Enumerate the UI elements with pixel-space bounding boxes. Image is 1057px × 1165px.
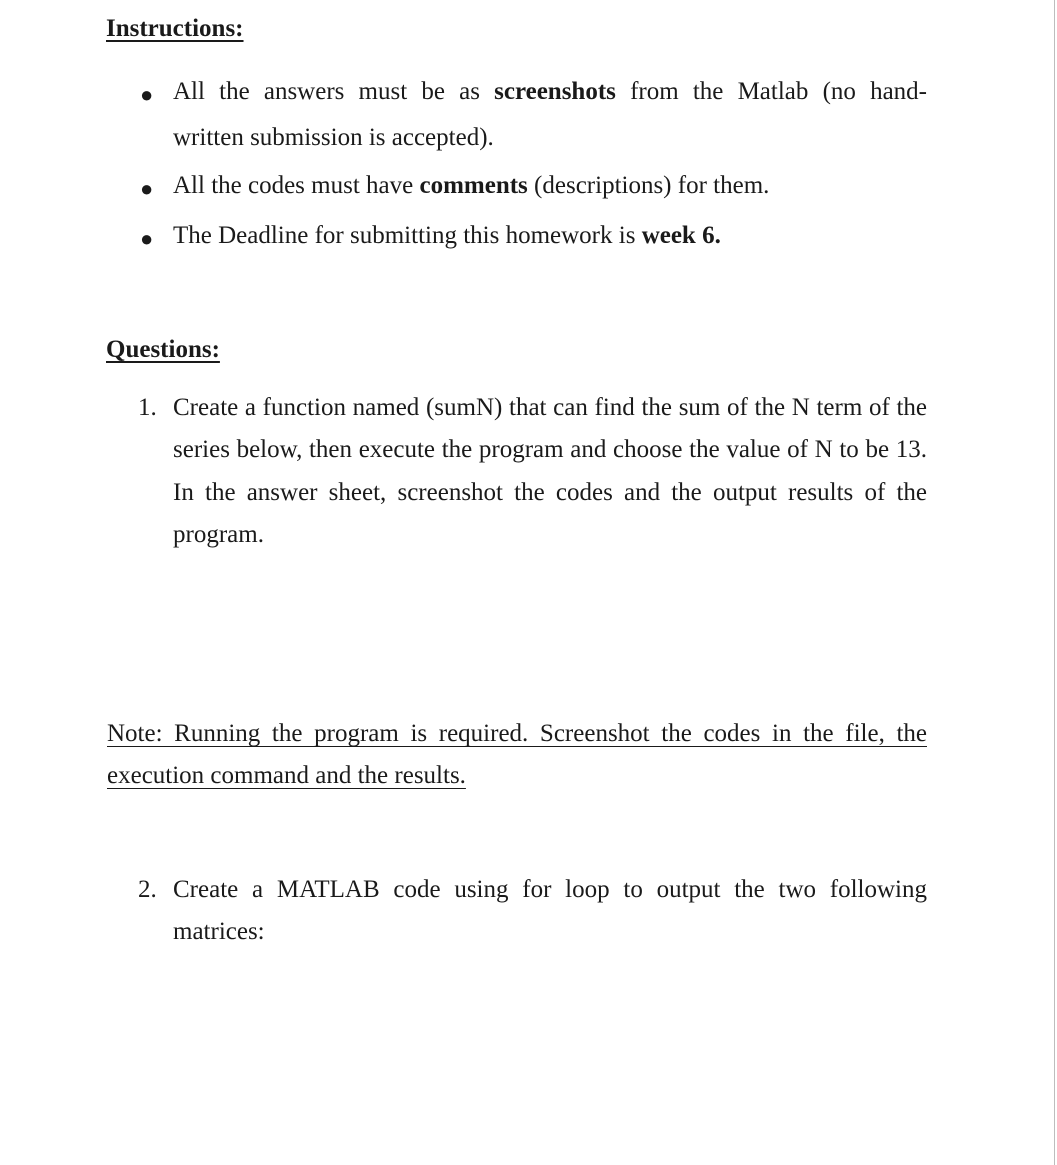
questions-heading: Questions: — [106, 336, 220, 363]
bullet-icon: ● — [140, 82, 154, 107]
question-1-line-2: series below, then execute the program and choose the value of N to be 13. — [173, 436, 927, 463]
question-2-line-1: Create a MATLAB code using for loop to output the two following — [173, 876, 927, 903]
bullet-icon: ● — [140, 176, 154, 201]
bullet-icon: ● — [140, 226, 154, 251]
question-2-line-2: matrices: — [173, 918, 265, 945]
question-2-number: 2. — [138, 876, 157, 903]
question-1-number: 1. — [138, 394, 157, 421]
question-1-line-1: Create a function named (sumN) that can find the sum of the N term of the — [173, 394, 927, 421]
question-1-line-3: In the answer sheet, screenshot the codes and the output results of the — [173, 479, 927, 506]
instructions-heading: Instructions: — [106, 15, 244, 42]
instruction-item-1-line-2: written submission is accepted). — [173, 124, 494, 151]
instruction-item-1-line-1: All the answers must be as screenshots from the Matlab (no hand- — [173, 78, 927, 105]
note-line-2: execution command and the results. — [107, 762, 466, 789]
page-edge — [1054, 0, 1055, 1165]
note-line-1: Note: Running the program is required. Screenshot the codes in the file, the — [107, 720, 927, 747]
instruction-item-3-text: The Deadline for submitting this homework is week 6. — [173, 222, 721, 249]
question-1-line-4: program. — [173, 521, 264, 548]
instruction-item-2-text: All the codes must have comments (descriptions) for them. — [173, 172, 770, 199]
